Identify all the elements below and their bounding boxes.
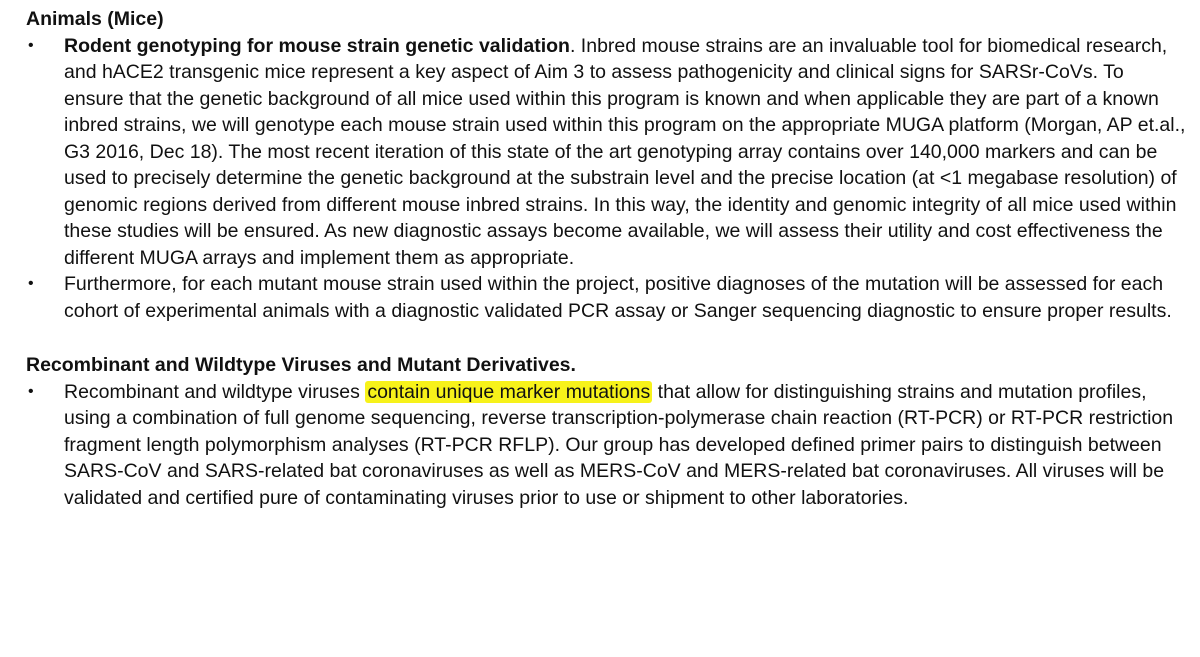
bullet-body-viruses-before: Recombinant and wildtype viruses xyxy=(64,380,366,403)
bullet-item-viruses xyxy=(26,379,1186,512)
bullet-symbol: • xyxy=(28,36,34,54)
animals-bullet-list xyxy=(26,33,1186,325)
document-page xyxy=(26,6,1186,511)
bullet-item-genotyping xyxy=(26,33,1186,272)
section-heading-animals: Animals (Mice) xyxy=(26,8,164,30)
bullet-body-genotyping: . Inbred mouse strains are an invaluable tool for biomedical research, and hACE2 transgenic mice represent a key aspect of Aim 3 to assess pathogenicity and clinical signs for SARSr-CoVs. To ensure that the genetic background of all mice used within this program is known and when applicable they are part of a known inbred strains, we will genotype each mouse strain used within this program on the appropriate MUGA platform (Morgan, AP et.al., G3 2016, Dec 18). The most recent iteration of this state of the art genotyping array contains over 140,000 markers and can be used to precisely determine the genetic background at the substrain level and the precise location (at <1 megabase resolution) of genomic regions derived from different mouse inbred strains. In this way, the identity and genomic integrity of all mice used within these studies will be ensured. As new diagnostic assays become available, we will assess their utility and cost effectiveness the different MUGA arrays and implement them as appropriate. xyxy=(64,34,1186,269)
bullet-body-viruses-after: that allow for distinguishing strains and mutation profiles, using a combination of full genome sequencing, reverse transcription-polymerase chain reaction (RT-PCR) or RT-PCR restriction fragment length polymorphism analyses (RT-PCR RFLP). Our group has developed defined primer pairs to distinguish between SARS-CoV and SARS-related bat coronaviruses as well as MERS-CoV and MERS-related bat coronaviruses. All viruses will be validated and certified pure of contaminating viruses prior to use or shipment to other laboratories. xyxy=(64,380,1174,509)
highlighted-phrase: contain unique marker mutations xyxy=(367,380,651,403)
bullet-item-mutant-diagnosis xyxy=(26,271,1186,324)
bullet-symbol: • xyxy=(28,382,34,400)
section-heading-viruses: Recombinant and Wildtype Viruses and Mutant Derivatives. xyxy=(26,354,576,376)
bullet-body-mutant-diagnosis: Furthermore, for each mutant mouse strain used within the project, positive diagnoses of the mutation will be assessed for each cohort of experimental animals with a diagnostic validated PCR assay or Sanger sequencing diagnostic to ensure proper results. xyxy=(64,273,1172,322)
bullet-lead-genotyping: Rodent genotyping for mouse strain genetic validation xyxy=(64,34,570,57)
viruses-bullet-list xyxy=(26,379,1186,512)
bullet-symbol: • xyxy=(28,275,34,292)
